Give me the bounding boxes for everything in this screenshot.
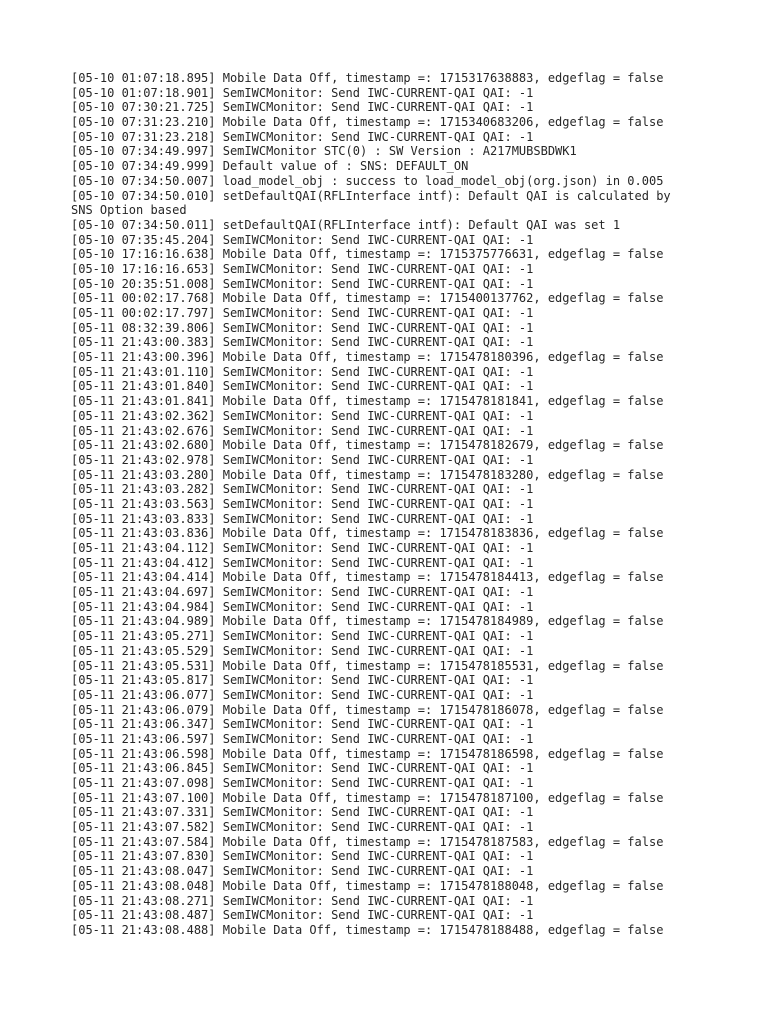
log-line: [05-11 21:43:03.280] Mobile Data Off, timestamp =: 1715478183280, edgeflag = false [71, 467, 664, 482]
log-line: [05-10 07:35:45.204] SemIWCMonitor: Send IWC-CURRENT-QAI QAI: -1 [71, 232, 534, 247]
log-line: [05-11 21:43:05.529] SemIWCMonitor: Send IWC-CURRENT-QAI QAI: -1 [71, 643, 534, 658]
log-line: [05-10 07:31:23.210] Mobile Data Off, timestamp =: 1715340683206, edgeflag = false [71, 115, 664, 130]
log-line: [05-10 07:34:49.999] Default value of : SNS: DEFAULT_ON [71, 159, 469, 174]
log-line: [05-11 00:02:17.768] Mobile Data Off, timestamp =: 1715400137762, edgeflag = false [71, 291, 664, 306]
log-line: [05-11 21:43:08.048] Mobile Data Off, timestamp =: 1715478188048, edgeflag = false [71, 878, 664, 893]
log-line: [05-11 21:43:00.383] SemIWCMonitor: Send IWC-CURRENT-QAI QAI: -1 [71, 335, 534, 350]
log-line: [05-11 21:43:08.047] SemIWCMonitor: Send IWC-CURRENT-QAI QAI: -1 [71, 864, 534, 879]
log-line: [05-11 21:43:07.584] Mobile Data Off, timestamp =: 1715478187583, edgeflag = false [71, 834, 664, 849]
log-line: [05-11 21:43:05.817] SemIWCMonitor: Send IWC-CURRENT-QAI QAI: -1 [71, 673, 534, 688]
log-line: [05-11 21:43:06.597] SemIWCMonitor: Send IWC-CURRENT-QAI QAI: -1 [71, 731, 534, 746]
log-line: [05-11 21:43:06.079] Mobile Data Off, timestamp =: 1715478186078, edgeflag = false [71, 702, 664, 717]
log-line: [05-11 21:43:00.396] Mobile Data Off, timestamp =: 1715478180396, edgeflag = false [71, 350, 664, 365]
log-line: [05-11 21:43:04.412] SemIWCMonitor: Send IWC-CURRENT-QAI QAI: -1 [71, 555, 534, 570]
log-line: [05-10 07:34:50.007] load_model_obj : success to load_model_obj(org.json) in 0.005 [71, 173, 664, 188]
log-line: [05-11 21:43:07.098] SemIWCMonitor: Send IWC-CURRENT-QAI QAI: -1 [71, 776, 534, 790]
log-line: [05-11 21:43:02.978] SemIWCMonitor: Send IWC-CURRENT-QAI QAI: -1 [71, 452, 534, 467]
log-line: [05-11 21:43:03.833] SemIWCMonitor: Send IWC-CURRENT-QAI QAI: -1 [71, 511, 534, 526]
log-line: [05-11 21:43:02.676] SemIWCMonitor: Send IWC-CURRENT-QAI QAI: -1 [71, 423, 534, 438]
log-line: SNS Option based [71, 203, 187, 218]
log-line: [05-11 00:02:17.797] SemIWCMonitor: Send IWC-CURRENT-QAI QAI: -1 [71, 306, 534, 320]
log-line: [05-11 21:43:01.841] Mobile Data Off, timestamp =: 1715478181841, edgeflag = false [71, 394, 664, 409]
log-line: [05-11 21:43:04.112] SemIWCMonitor: Send IWC-CURRENT-QAI QAI: -1 [71, 541, 534, 555]
log-line: [05-10 17:16:16.638] Mobile Data Off, timestamp =: 1715375776631, edgeflag = false [71, 247, 664, 262]
log-line: [05-10 07:34:50.010] setDefaultQAI(RFLInterface intf): Default QAI is calculated by [71, 188, 671, 203]
log-line: [05-10 07:31:23.218] SemIWCMonitor: Send IWC-CURRENT-QAI QAI: -1 [71, 129, 534, 144]
log-line: [05-11 21:43:07.582] SemIWCMonitor: Send IWC-CURRENT-QAI QAI: -1 [71, 820, 534, 835]
log-line: [05-10 01:07:18.895] Mobile Data Off, timestamp =: 1715317638883, edgeflag = false [71, 71, 664, 85]
log-line: [05-11 21:43:06.598] Mobile Data Off, timestamp =: 1715478186598, edgeflag = false [71, 746, 664, 761]
log-line: [05-11 21:43:04.414] Mobile Data Off, timestamp =: 1715478184413, edgeflag = false [71, 570, 664, 585]
log-line: [05-11 21:43:02.362] SemIWCMonitor: Send IWC-CURRENT-QAI QAI: -1 [71, 408, 534, 423]
log-line: [05-10 07:34:49.997] SemIWCMonitor STC(0) : SW Version : A217MUBSBDWK1 [71, 144, 577, 159]
log-line: [05-11 21:43:03.836] Mobile Data Off, timestamp =: 1715478183836, edgeflag = false [71, 526, 664, 541]
log-line: [05-11 21:43:07.331] SemIWCMonitor: Send IWC-CURRENT-QAI QAI: -1 [71, 805, 534, 820]
log-line: [05-10 20:35:51.008] SemIWCMonitor: Send IWC-CURRENT-QAI QAI: -1 [71, 276, 534, 291]
log-line: [05-11 21:43:08.271] SemIWCMonitor: Send IWC-CURRENT-QAI QAI: -1 [71, 893, 534, 908]
log-line: [05-11 21:43:04.984] SemIWCMonitor: Send IWC-CURRENT-QAI QAI: -1 [71, 599, 534, 614]
log-line: [05-11 21:43:04.989] Mobile Data Off, timestamp =: 1715478184989, edgeflag = false [71, 614, 664, 629]
log-line: [05-11 21:43:06.845] SemIWCMonitor: Send IWC-CURRENT-QAI QAI: -1 [71, 761, 534, 776]
log-line: [05-10 07:30:21.725] SemIWCMonitor: Send IWC-CURRENT-QAI QAI: -1 [71, 100, 534, 115]
log-line: [05-11 21:43:03.563] SemIWCMonitor: Send IWC-CURRENT-QAI QAI: -1 [71, 496, 534, 511]
log-line: [05-11 21:43:06.347] SemIWCMonitor: Send IWC-CURRENT-QAI QAI: -1 [71, 717, 534, 732]
log-line: [05-11 21:43:04.697] SemIWCMonitor: Send IWC-CURRENT-QAI QAI: -1 [71, 585, 534, 600]
log-text-block [71, 71, 761, 938]
log-line: [05-11 21:43:01.110] SemIWCMonitor: Send IWC-CURRENT-QAI QAI: -1 [71, 364, 534, 379]
log-line: [05-11 21:43:02.680] Mobile Data Off, timestamp =: 1715478182679, edgeflag = false [71, 438, 664, 453]
log-line: [05-10 01:07:18.901] SemIWCMonitor: Send IWC-CURRENT-QAI QAI: -1 [71, 85, 534, 100]
log-line: [05-10 17:16:16.653] SemIWCMonitor: Send IWC-CURRENT-QAI QAI: -1 [71, 261, 534, 276]
log-line: [05-11 21:43:07.100] Mobile Data Off, timestamp =: 1715478187100, edgeflag = false [71, 790, 664, 805]
log-line: [05-11 21:43:01.840] SemIWCMonitor: Send IWC-CURRENT-QAI QAI: -1 [71, 379, 534, 394]
log-line: [05-11 08:32:39.806] SemIWCMonitor: Send IWC-CURRENT-QAI QAI: -1 [71, 320, 534, 335]
log-line: [05-11 21:43:07.830] SemIWCMonitor: Send IWC-CURRENT-QAI QAI: -1 [71, 849, 534, 864]
log-line: [05-11 21:43:08.488] Mobile Data Off, timestamp =: 1715478188488, edgeflag = false [71, 922, 664, 937]
log-line: [05-11 21:43:05.271] SemIWCMonitor: Send IWC-CURRENT-QAI QAI: -1 [71, 629, 534, 644]
log-line: [05-10 07:34:50.011] setDefaultQAI(RFLInterface intf): Default QAI was set 1 [71, 217, 621, 232]
log-line: [05-11 21:43:06.077] SemIWCMonitor: Send IWC-CURRENT-QAI QAI: -1 [71, 687, 534, 702]
log-line: [05-11 21:43:03.282] SemIWCMonitor: Send IWC-CURRENT-QAI QAI: -1 [71, 482, 534, 497]
log-line: [05-11 21:43:05.531] Mobile Data Off, timestamp =: 1715478185531, edgeflag = false [71, 658, 664, 673]
log-line: [05-11 21:43:08.487] SemIWCMonitor: Send IWC-CURRENT-QAI QAI: -1 [71, 908, 534, 923]
